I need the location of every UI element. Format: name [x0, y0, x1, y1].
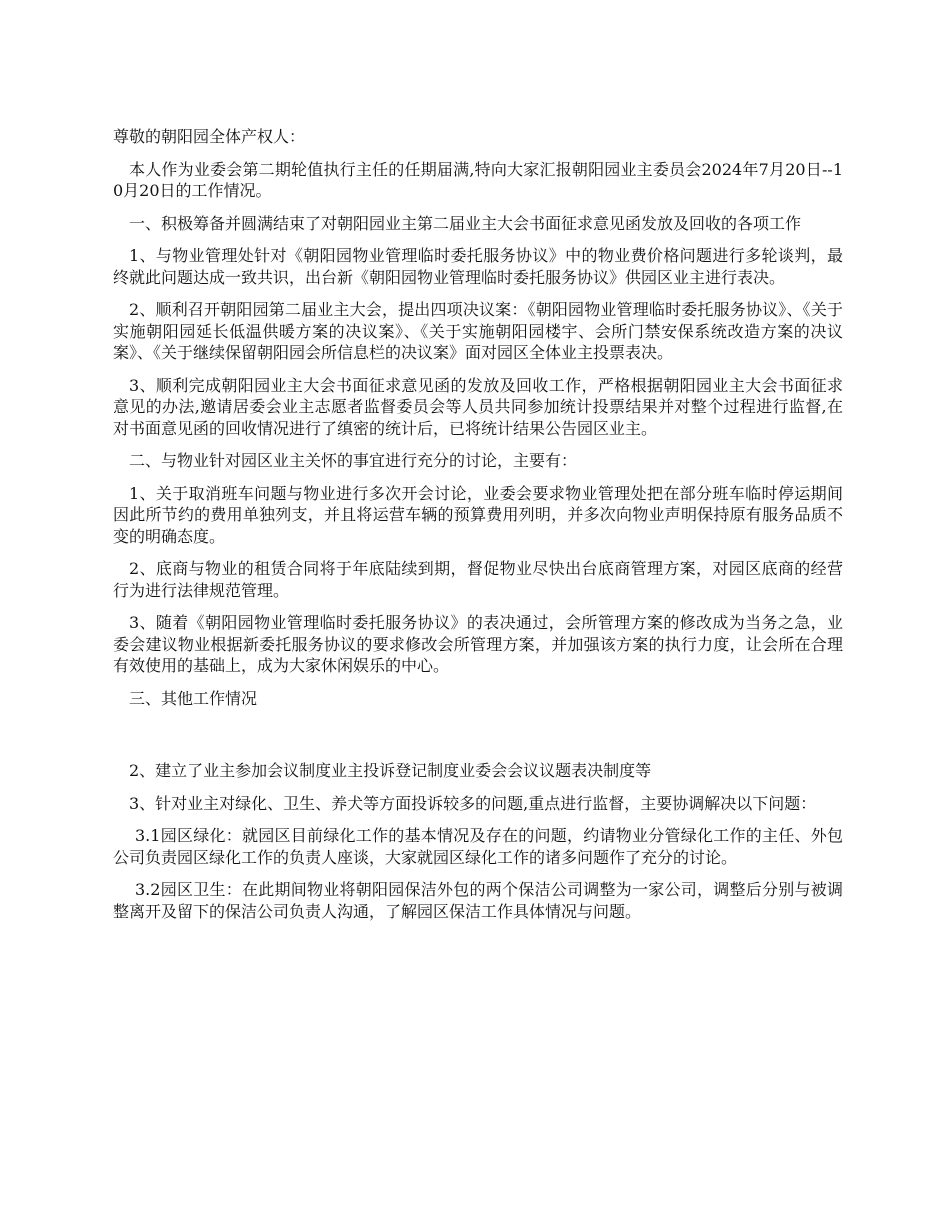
- section-3-item-2: 2、建立了业主参加会议制度业主投诉登记制度业委会会议议题表决制度等: [129, 761, 652, 780]
- section-1-item-2: 2、顺利召开朝阳园第二届业主大会，提出四项决议案：《朝阳园物业管理临时委托服务协议》、《关于实施朝阳园延长低温供暖方案的决议案》、《关于实施朝阳园楼宇、会所门禁安保系统改造方案的决议案》、《关于继续保留朝阳园会所信息栏的决议案》面对园区全体业主投票表决。: [113, 300, 843, 362]
- section-3-subitem-3-1: 3.1园区绿化：就园区目前绿化工作的基本情况及存在的问题，约请物业分管绿化工作的主任、外包公司负责园区绿化工作的负责人座谈，大家就园区绿化工作的诸多问题作了充分的讨论。: [113, 826, 843, 867]
- document-page: [113, 126, 843, 933]
- section-1-item-1: 1、与物业管理处针对《朝阳园物业管理临时委托服务协议》中的物业费价格问题进行多轮谈判，最终就此问题达成一致共识，出台新《朝阳园物业管理临时委托服务协议》供园区业主进行表决。: [113, 246, 843, 287]
- section-2-item-3: 3、随着《朝阳园物业管理临时委托服务协议》的表决通过，会所管理方案的修改成为当务之急，业委会建议物业根据新委托服务协议的要求修改会所管理方案，并加强该方案的执行力度，让会所在合理有效使用的基础上，成为大家休闲娱乐的中心。: [113, 613, 843, 675]
- blank-gap: [113, 720, 843, 760]
- section-2-heading: 二、与物业针对园区业主关怀的事宜进行充分的讨论，主要有：: [129, 451, 578, 470]
- section-3-heading: 三、其他工作情况: [129, 688, 258, 708]
- section-1-heading: 一、积极筹备并圆满结束了对朝阳园业主第二届业主大会书面征求意见函发放及回收的各项工作: [129, 213, 802, 233]
- section-1-item-3: 3、顺利完成朝阳园业主大会书面征求意见函的发放及回收工作，严格根据朝阳园业主大会书面征求意见的办法,邀请居委会业主志愿者监督委员会等人员共同参加统计投票结果并对整个过程进行监督,在对书面意见函的回收情况进行了缜密的统计后，已将统计结果公告园区业主。: [113, 375, 843, 438]
- salutation: 尊敬的朝阳园全体产权人：: [113, 127, 306, 146]
- section-2-item-1: 1、关于取消班车问题与物业进行多次开会讨论，业委会要求物业管理处把在部分班车临时停运期间因此所节约的费用单独列支，并且将运营车辆的预算费用列明，并多次向物业声明保持原有服务品质不变的明确态度。: [113, 483, 843, 546]
- intro-paragraph: 本人作为业委会第二期轮值执行主任的任期届满,特向大家汇报朝阳园业主委员会2024年7月20日--10月20日的工作情况。: [113, 159, 843, 200]
- section-3-item-3: 3、针对业主对绿化、卫生、养犬等方面投诉较多的问题,重点进行监督，主要协调解决以下问题：: [129, 793, 817, 813]
- section-3-subitem-3-2: 3.2园区卫生：在此期间物业将朝阳园保洁外包的两个保洁公司调整为一家公司，调整后分别与被调整离开及留下的保洁公司负责人沟通，了解园区保洁工作具体情况与问题。: [113, 880, 843, 921]
- section-2-item-2: 2、底商与物业的租赁合同将于年底陆续到期，督促物业尽快出台底商管理方案，对园区底商的经营行为进行法律规范管理。: [113, 559, 843, 600]
